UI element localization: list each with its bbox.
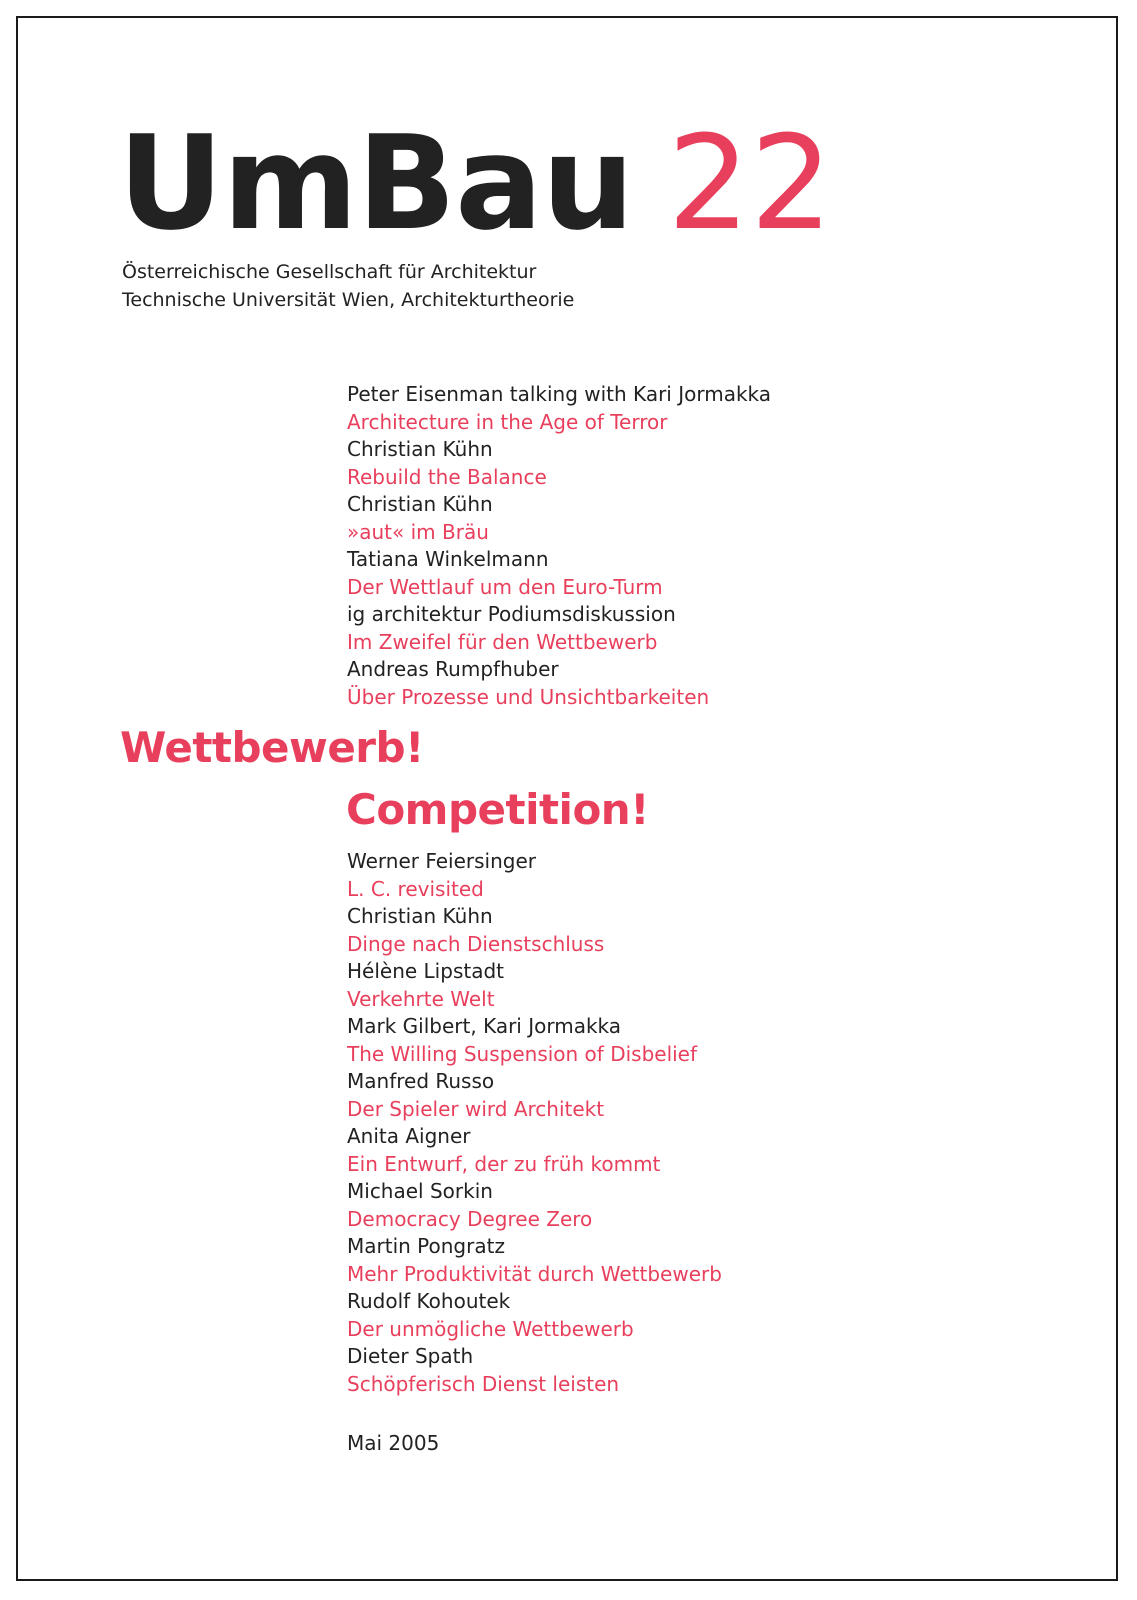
entry-title: Dinge nach Dienstschluss	[347, 931, 605, 956]
entry-author: Christian Kühn	[347, 904, 493, 928]
contents-entry	[347, 1013, 722, 1068]
theme-headline-german: Wettbewerb!	[120, 723, 424, 772]
contents-entry	[347, 1288, 722, 1343]
theme-headline-english: Competition!	[346, 785, 649, 834]
entry-title: Ein Entwurf, der zu früh kommt	[347, 1151, 661, 1176]
contents-entry	[347, 1123, 722, 1178]
entry-author: Manfred Russo	[347, 1069, 495, 1093]
entry-title: Der unmögliche Wettbewerb	[347, 1316, 634, 1341]
publisher-line-1: Österreichische Gesellschaft für Architektur	[122, 261, 537, 283]
entry-author: Christian Kühn	[347, 492, 493, 516]
entry-title: Über Prozesse und Unsichtbarkeiten	[347, 684, 710, 709]
entry-title: The Willing Suspension of Disbelief	[347, 1041, 698, 1066]
entry-title: Architecture in the Age of Terror	[347, 409, 668, 434]
entry-title: Der Spieler wird Architekt	[347, 1096, 605, 1121]
contents-entry	[347, 1233, 722, 1288]
contents-entry	[347, 381, 771, 436]
magazine-title: UmBau	[118, 107, 634, 259]
issue-date: Mai 2005	[347, 1431, 440, 1455]
contents-entry	[347, 491, 771, 546]
entry-author: Mark Gilbert, Kari Jormakka	[347, 1014, 622, 1038]
contents-entry	[347, 1068, 722, 1123]
masthead	[118, 107, 833, 259]
entry-author: Dieter Spath	[347, 1344, 474, 1368]
entry-title: L. C. revisited	[347, 876, 484, 901]
contents-list-bottom	[347, 848, 722, 1398]
entry-author: ig architektur Podiumsdiskussion	[347, 602, 676, 626]
contents-entry	[347, 1178, 722, 1233]
entry-author: Anita Aigner	[347, 1124, 471, 1148]
contents-entry	[347, 601, 771, 656]
entry-title: Der Wettlauf um den Euro-Turm	[347, 574, 663, 599]
entry-title: Rebuild the Balance	[347, 464, 547, 489]
entry-author: Hélène Lipstadt	[347, 959, 504, 983]
contents-entry	[347, 903, 722, 958]
entry-author: Michael Sorkin	[347, 1179, 493, 1203]
entry-author: Christian Kühn	[347, 437, 493, 461]
entry-title: Schöpferisch Dienst leisten	[347, 1371, 620, 1396]
entry-author: Werner Feiersinger	[347, 849, 537, 873]
publisher-line-2: Technische Universität Wien, Architekturtheorie	[122, 289, 575, 311]
contents-list-top	[347, 381, 771, 711]
entry-author: Andreas Rumpfhuber	[347, 657, 559, 681]
contents-entry	[347, 656, 771, 711]
contents-entry	[347, 1343, 722, 1398]
entry-author: Martin Pongratz	[347, 1234, 505, 1258]
entry-author: Rudolf Kohoutek	[347, 1289, 511, 1313]
contents-entry	[347, 436, 771, 491]
entry-title: Verkehrte Welt	[347, 986, 495, 1011]
entry-author: Tatiana Winkelmann	[347, 547, 549, 571]
publisher-block	[122, 258, 574, 314]
entry-author: Peter Eisenman talking with Kari Jormakka	[347, 382, 772, 406]
contents-entry	[347, 958, 722, 1013]
contents-entry	[347, 546, 771, 601]
issue-number: 22	[667, 107, 833, 259]
entry-title: Im Zweifel für den Wettbewerb	[347, 629, 658, 654]
entry-title: Mehr Produktivität durch Wettbewerb	[347, 1261, 722, 1286]
entry-title: »aut« im Bräu	[347, 519, 489, 544]
entry-title: Democracy Degree Zero	[347, 1206, 593, 1231]
contents-entry	[347, 848, 722, 903]
